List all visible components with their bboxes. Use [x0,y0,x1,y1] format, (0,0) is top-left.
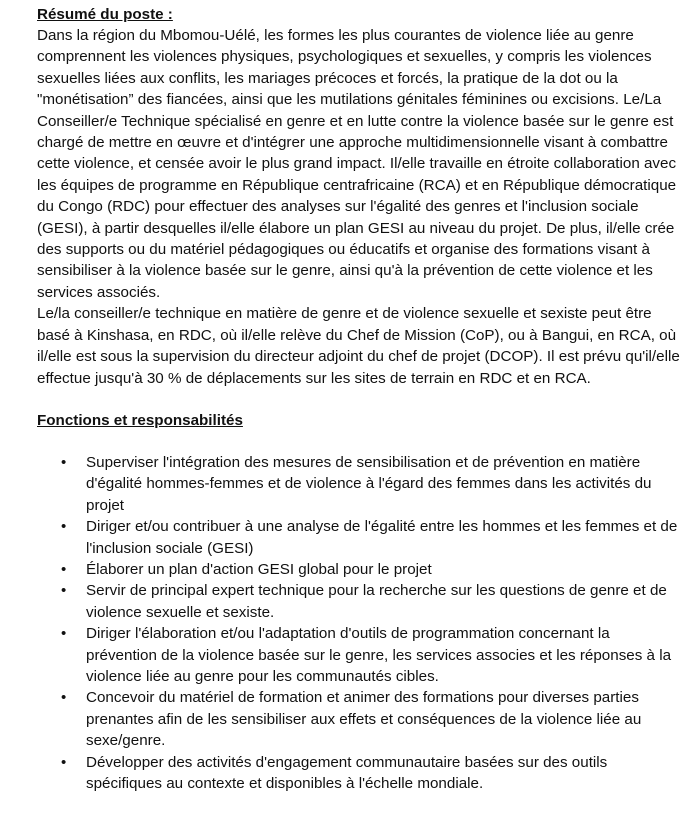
list-item-text: Développer des activités d'engagement communautaire basées sur des outils spécifiques au contexte et disponibles à l'échelle mondiale. [86,753,608,792]
bullet-icon: • [61,560,67,578]
list-item-text: Concevoir du matériel de formation et animer des formations pour diverses parties prenantes afin de les sensibiliser aux effets et conséquences de la violence liée au sexe/genre. [86,689,642,750]
section-spacer [37,389,684,410]
list-item [61,559,684,580]
bullet-icon: • [61,625,67,643]
bullet-icon: • [61,582,67,600]
list-item [61,687,684,751]
list-item [61,580,684,623]
list-item-text: Diriger l'élaboration et/ou l'adaptation d'outils de programmation concernant la prévention de la violence basée sur le genre, les services associes et les réponses à la violence liée au genre pour les communautés cibles. [86,625,672,685]
list-item [61,623,684,687]
bullet-icon: • [61,753,67,771]
summary-paragraph-2: Le/la conseiller/e technique en matière de genre et de violence sexuelle et sexiste peut être basé à Kinshasa, en RDC, où il/elle relève du Chef de Mission (CoP), ou à Bangui, en RCA, où il/elle est sous la supervision du directeur adjoint du chef de projet (DCOP). Il est prévu qu'il/elle effectue jusqu'à 30 % de déplacements sur les sites de terrain en RDC et en RCA. [37,305,680,387]
bullet-icon: • [61,453,67,471]
list-item [61,452,684,516]
list-item-text: Élaborer un plan d'action GESI global pour le projet [86,560,432,578]
responsibilities-heading-wrap [37,410,684,431]
list-item [61,516,684,559]
list-item-text: Servir de principal expert technique pour la recherche sur les questions de genre et de violence sexuelle et sexiste. [86,582,667,621]
list-item [61,752,684,795]
responsibilities-heading: Fonctions et responsabilités [37,411,243,429]
list-item-text: Diriger et/ou contribuer à une analyse de l'égalité entre les hommes et les femmes et de l'inclusion sociale (GESI) [86,518,678,557]
bullet-icon: • [61,689,67,707]
responsibilities-list [37,452,684,795]
bullet-icon: • [61,518,67,536]
summary-heading: Résumé du poste : [37,6,173,23]
list-item-text: Superviser l'intégration des mesures de sensibilisation et de prévention en matière d'égalité hommes-femmes et de violence à l'égard des femmes dans les activités du projet [86,453,652,514]
summary-paragraph-1: Dans la région du Mbomou-Uélé, les formes les plus courantes de violence liée au genre comprennent les violences physiques, psychologiques et sexuelles, y compris les violences sexuelles liées aux conflits, les mariages précoces et forcés, la pratique de la dot ou la "monétisation” des fiancées, ainsi que les mutilations génitales féminines ou excisions. Le/La Conseiller/e Technique spécialisé en genre et en lutte contre la violence basée sur le genre est chargé de mettre en œuvre et d'intégrer une approche multidimensionnelle visant à combattre cette violence, et censée avoir le plus grand impact. Il/elle travaille en étroite collaboration avec les équipes de programme en République centrafricaine (RCA) et en République démocratique du Congo (RDC) pour effectuer des analyses sur l'égalité des genres et l'inclusion sociale (GESI), à partir desquelles il/elle élabore un plan GESI au niveau du projet. De plus, il/elle crée des supports ou du matériel pédagogiques ou éducatifs et organise des formations visant à sensibiliser à la violence basée sur le genre, ainsi qu'à la prévention de cette violence et les services associés. [37,27,677,301]
